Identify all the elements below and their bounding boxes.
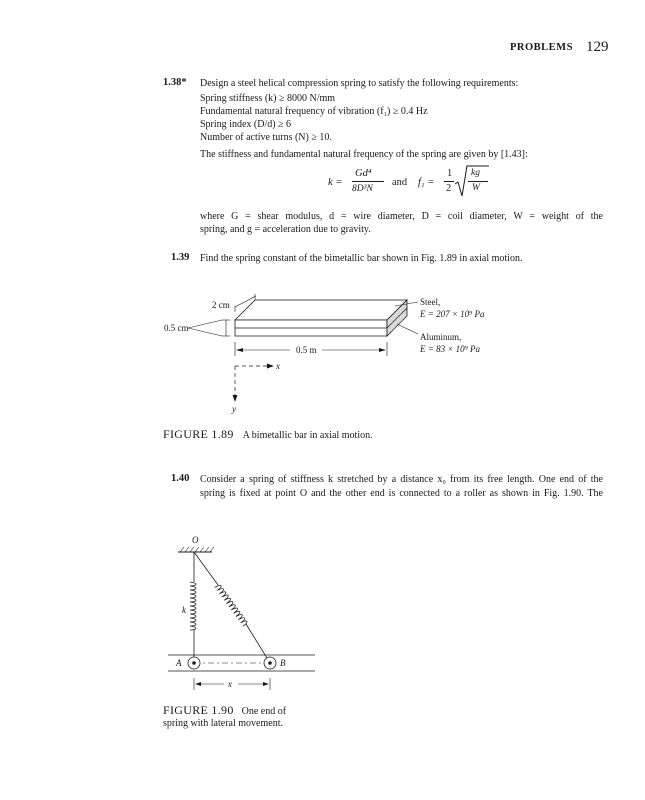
label-point-O: O [192, 535, 199, 545]
label-thickness-0-5cm: 0.5 cm [164, 323, 189, 333]
requirement-active-turns: Number of active turns (N) ≥ 10. [200, 132, 332, 143]
label-aluminum: Aluminum, [420, 332, 462, 342]
stiffness-frequency-equations [300, 163, 490, 203]
eq-f-lhs: f₁ = [418, 177, 435, 188]
problem-number-1-38: 1.38* [163, 77, 187, 88]
eq-f-coefficient-numerator: 1 [447, 168, 453, 179]
bimetallic-bar [235, 300, 407, 336]
problem-1-38-given-text: The stiffness and fundamental natural frequency of the spring are given by [1.43]: [200, 149, 528, 160]
problem-1-38-where-line-1: where G = shear modulus, d = wire diameter, D = coil diameter, W = weight of the [200, 211, 603, 222]
spring-vertical [190, 552, 196, 663]
support-hatch [180, 547, 214, 552]
x-axis-arrow-icon [267, 364, 274, 369]
label-axis-x: x [276, 361, 280, 371]
y-axis-arrow-icon [233, 395, 238, 402]
label-point-B: B [280, 658, 286, 668]
bar-top-face [235, 300, 407, 320]
label-width-2cm: 2 cm [212, 300, 230, 310]
problem-number-1-40: 1.40 [171, 473, 190, 484]
eq-k-fraction-bar [352, 181, 384, 182]
eq-f-radicand-bar [468, 181, 488, 182]
label-point-A: A [176, 658, 182, 668]
label-steel-modulus: E = 207 × 10⁹ Pa [420, 309, 485, 319]
requirement-frequency: Fundamental natural frequency of vibration (f₁) ≥ 0.4 Hz [200, 106, 428, 117]
eq-k-denominator: 8D³N [352, 184, 373, 194]
figure-1-89-caption-text: A bimetallic bar in axial motion. [242, 430, 373, 441]
label-stiffness-k: k [182, 605, 186, 615]
running-header-title: PROBLEMS [510, 42, 573, 53]
label-displacement-x: x [228, 679, 232, 689]
problem-1-40-line-1: Consider a spring of stiffness k stretched by a distance x₀ from its free length. One end of the [200, 474, 603, 485]
figure-1-90-caption-text-2: spring with lateral movement. [163, 718, 283, 729]
label-length-0-5m: 0.5 m [296, 345, 317, 355]
problem-1-39-statement: Find the spring constant of the bimetallic bar shown in Fig. 1.89 in axial motion. [200, 253, 523, 264]
figure-1-89-caption [163, 427, 373, 442]
eq-k-numerator: Gd⁴ [355, 168, 372, 179]
requirement-stiffness: Spring stiffness (k) ≥ 8000 N/mm [200, 93, 336, 104]
eq-f-coefficient-bar [444, 181, 454, 182]
label-axis-y: y [232, 404, 236, 414]
problem-1-40-line-2: spring is fixed at point O and the other end is connected to a roller as shown in Fig. 1.90. The [200, 488, 603, 499]
problem-1-38-statement: Design a steel helical compression spring to satisfy the following requirements: [200, 78, 519, 89]
aluminum-leader-line [397, 324, 418, 334]
spring-inclined [194, 552, 270, 663]
figure-1-90-label: FIGURE 1.90 [163, 703, 234, 717]
label-steel: Steel, [420, 297, 441, 307]
figure-1-89-label: FIGURE 1.89 [163, 427, 234, 441]
figure-1-89-bimetallic-bar [150, 290, 530, 420]
label-aluminum-modulus: E = 83 × 10⁹ Pa [420, 344, 481, 354]
eq-f-coefficient-denominator: 2 [446, 183, 452, 194]
eq-f-radicand-denominator: W [472, 183, 480, 193]
problem-number-1-39: 1.39 [171, 252, 190, 263]
eq-and: and [392, 177, 408, 188]
eq-f-radicand-numerator: kg [471, 168, 480, 178]
figure-1-90-caption [163, 703, 286, 718]
problem-1-38-where-line-2: spring, and g = acceleration due to gravity. [200, 224, 371, 235]
figure-1-90-caption-text-1: One end of [241, 706, 287, 717]
page-number: 129 [586, 39, 609, 55]
figure-1-90-spring-roller [160, 530, 330, 700]
eq-k-lhs: k = [328, 177, 343, 188]
requirement-spring-index: Spring index (D/d) ≥ 6 [200, 119, 292, 130]
